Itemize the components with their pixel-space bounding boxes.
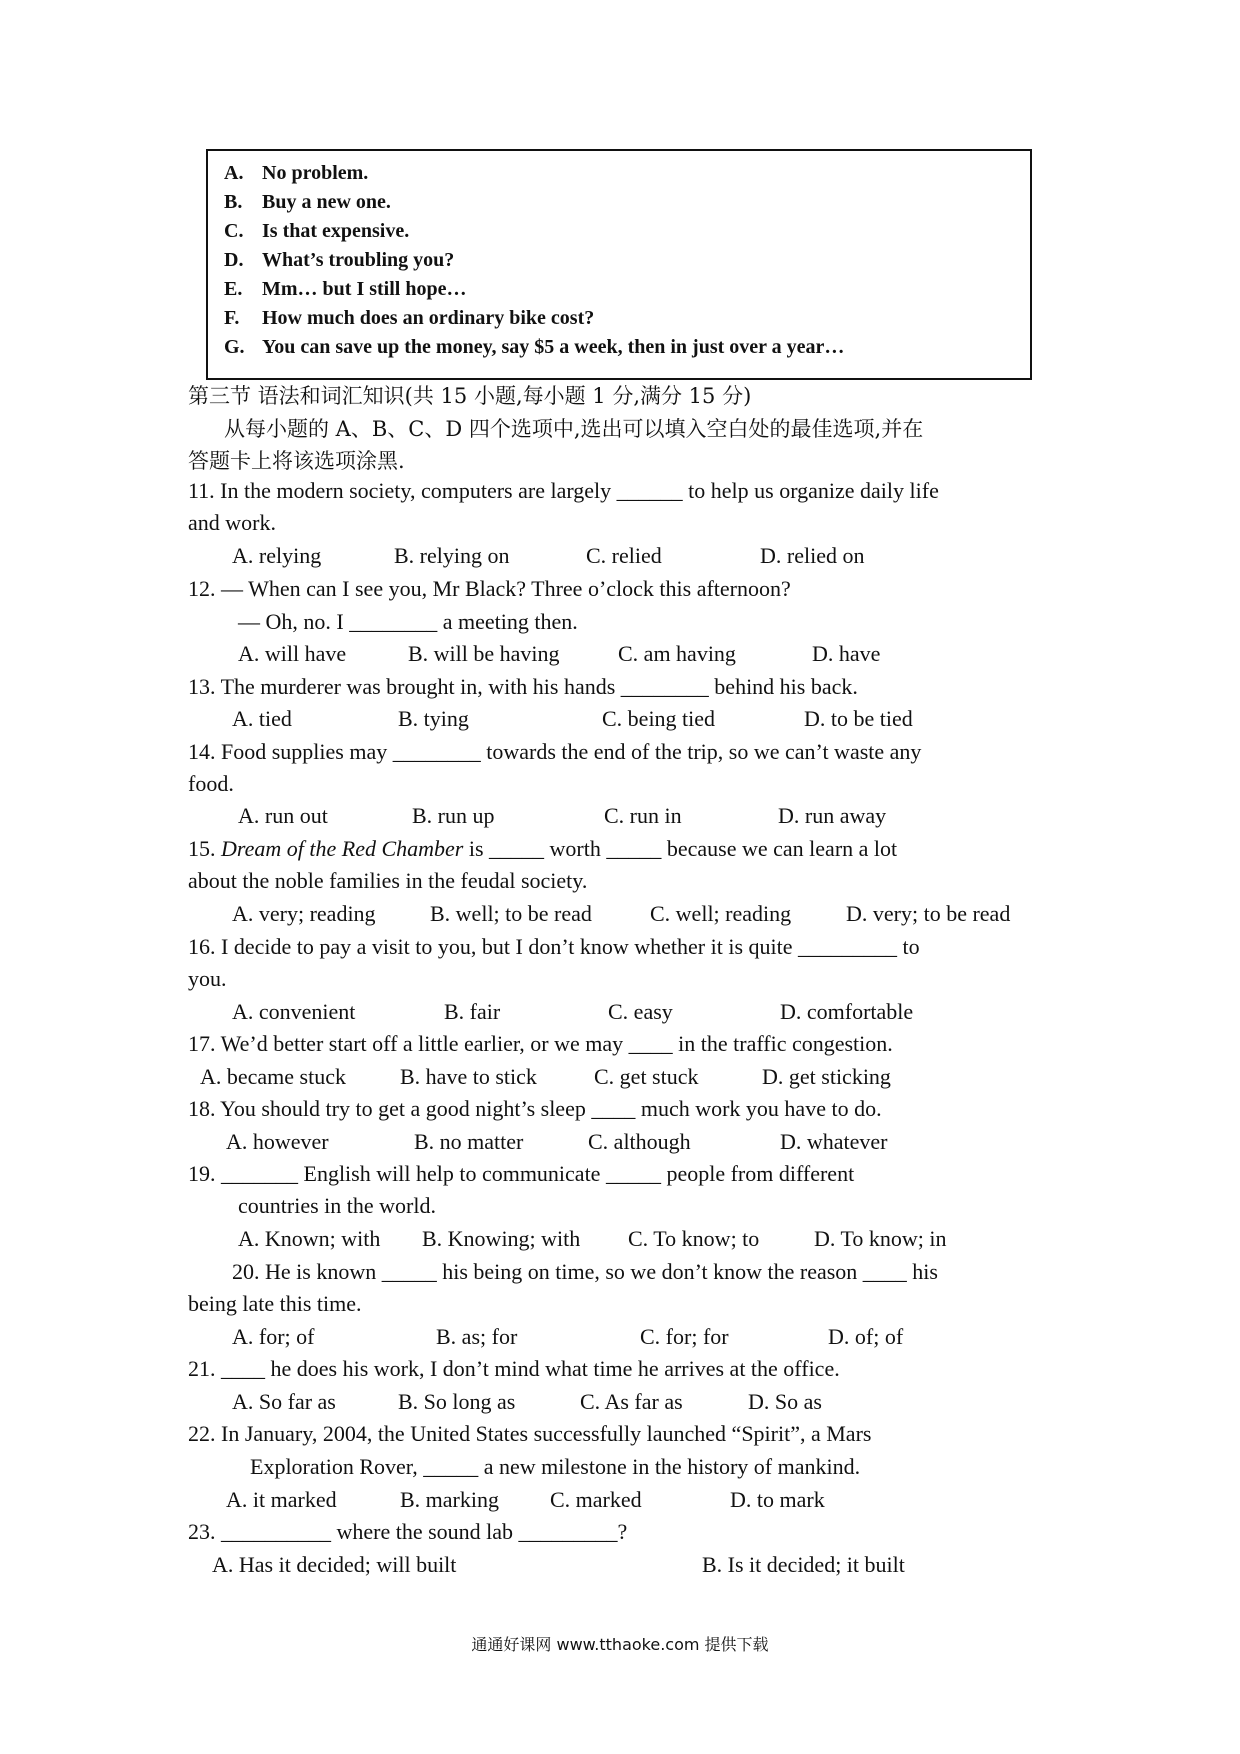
question-15-number: 15. (188, 836, 221, 861)
question-17-choice-c: C. get stuck (594, 1064, 699, 1089)
box-option (224, 220, 409, 243)
question-17-stem: 17. We’d better start off a little earlier, or we may ____ in the traffic congestion. (188, 1031, 893, 1056)
question-22-choice-b: B. marking (400, 1487, 499, 1512)
section-heading: 第三节 语法和词汇知识(共 15 小题,每小题 1 分,满分 15 分) (188, 384, 752, 408)
box-option (224, 307, 594, 330)
question-14-stem: food. (188, 771, 234, 796)
question-22-choice-a: A. it marked (226, 1487, 337, 1512)
question-15-stem-rest: is _____ worth _____ because we can learn a lot (463, 836, 898, 861)
option-text: Is that expensive. (262, 220, 410, 242)
question-19-choice-d: D. To know; in (814, 1226, 947, 1251)
question-13-choice-b: B. tying (398, 706, 469, 731)
question-22-stem: 22. In January, 2004, the United States successfully launched “Spirit”, a Mars (188, 1421, 872, 1446)
question-22-choice-d: D. to mark (730, 1487, 825, 1512)
question-22-choice-c: C. marked (550, 1487, 642, 1512)
question-13-stem: 13. The murderer was brought in, with his hands ________ behind his back. (188, 674, 858, 699)
question-12-stem: 12. — When can I see you, Mr Black? Three o’clock this afternoon? (188, 576, 791, 601)
question-12-choice-b: B. will be having (408, 641, 560, 666)
option-letter: E. (224, 278, 243, 300)
question-20-choice-b: B. as; for (436, 1324, 518, 1349)
question-13-choice-a: A. tied (232, 706, 292, 731)
option-letter: D. (224, 249, 244, 271)
question-14-stem: 14. Food supplies may ________ towards the end of the trip, so we can’t waste any (188, 739, 922, 764)
question-12-stem: — Oh, no. I ________ a meeting then. (238, 609, 578, 634)
question-20-stem: being late this time. (188, 1291, 362, 1316)
question-18-choice-b: B. no matter (414, 1129, 524, 1154)
question-11-choice-d: D. relied on (760, 543, 865, 568)
question-14-choice-b: B. run up (412, 803, 495, 828)
question-18-choice-a: A. however (226, 1129, 329, 1154)
question-21-stem: 21. ____ he does his work, I don’t mind what time he arrives at the office. (188, 1356, 840, 1381)
box-option (224, 278, 466, 301)
question-21-choice-c: C. As far as (580, 1389, 683, 1414)
box-option (224, 249, 454, 272)
box-option (224, 336, 844, 359)
question-13-choice-d: D. to be tied (804, 706, 913, 731)
question-19-choice-c: C. To know; to (628, 1226, 760, 1251)
question-23-choice-a: A. Has it decided; will built (212, 1552, 457, 1577)
question-11-choice-a: A. relying (232, 543, 322, 568)
question-14-choice-a: A. run out (238, 803, 328, 828)
question-20-choice-d: D. of; of (828, 1324, 904, 1349)
option-text: Buy a new one. (262, 191, 391, 213)
question-15-choice-a: A. very; reading (232, 901, 376, 926)
question-15-stem: about the noble families in the feudal society. (188, 868, 588, 893)
question-12-choice-a: A. will have (238, 641, 347, 666)
box-option (224, 162, 368, 185)
question-11-stem: and work. (188, 510, 276, 535)
option-letter: A. (224, 162, 244, 184)
question-23-stem: 23. __________ where the sound lab _________? (188, 1519, 628, 1544)
question-12-choice-d: D. have (812, 641, 881, 666)
option-text: You can save up the money, say $5 a week, then in just over a year… (262, 336, 845, 358)
question-16-choice-b: B. fair (444, 999, 501, 1024)
question-18-stem: 18. You should try to get a good night’s sleep ____ much work you have to do. (188, 1096, 882, 1121)
option-text: No problem. (262, 162, 369, 184)
question-20-choice-c: C. for; for (640, 1324, 729, 1349)
option-letter: B. (224, 191, 243, 213)
question-21-choice-a: A. So far as (232, 1389, 336, 1414)
question-16-stem: you. (188, 966, 227, 991)
question-19-choice-a: A. Known; with (238, 1226, 381, 1251)
question-23-choice-b: B. Is it decided; it built (702, 1552, 905, 1577)
question-19-stem: countries in the world. (238, 1193, 436, 1218)
question-18-choice-c: C. although (588, 1129, 691, 1154)
question-15-stem (188, 836, 897, 862)
question-19-choice-b: B. Knowing; with (422, 1226, 581, 1251)
option-text: What’s troubling you? (262, 249, 455, 271)
section-instruction: 答题卡上将该选项涂黑. (188, 449, 405, 473)
section-instruction: 从每小题的 A、B、C、D 四个选项中,选出可以填入空白处的最佳选项,并在 (224, 417, 924, 441)
box-option (224, 191, 391, 214)
question-22-stem: Exploration Rover, _____ a new milestone in the history of mankind. (250, 1454, 861, 1479)
question-12-choice-c: C. am having (618, 641, 736, 666)
page-footer: 通通好课网 www.tthaoke.com 提供下载 (471, 1635, 769, 1654)
question-18-choice-d: D. whatever (780, 1129, 888, 1154)
option-text: How much does an ordinary bike cost? (262, 307, 595, 329)
question-13-choice-c: C. being tied (602, 706, 716, 731)
question-16-choice-d: D. comfortable (780, 999, 914, 1024)
option-letter: C. (224, 220, 244, 242)
question-11-stem: 11. In the modern society, computers are largely ______ to help us organize daily life (188, 478, 939, 503)
question-20-stem: 20. He is known _____ his being on time, so we don’t know the reason ____ his (232, 1259, 938, 1284)
question-16-choice-c: C. easy (608, 999, 673, 1024)
question-17-choice-b: B. have to stick (400, 1064, 537, 1089)
question-14-choice-c: C. run in (604, 803, 682, 828)
question-21-choice-b: B. So long as (398, 1389, 516, 1414)
question-16-stem: 16. I decide to pay a visit to you, but I don’t know whether it is quite _________ to (188, 934, 920, 959)
question-11-choice-b: B. relying on (394, 543, 510, 568)
question-16-choice-a: A. convenient (232, 999, 356, 1024)
question-17-choice-a: A. became stuck (200, 1064, 346, 1089)
option-letter: F. (224, 307, 240, 329)
book-title: Dream of the Red Chamber (221, 836, 464, 861)
question-15-choice-c: C. well; reading (650, 901, 792, 926)
question-11-choice-c: C. relied (586, 543, 662, 568)
question-15-choice-d: D. very; to be read (846, 901, 1011, 926)
question-14-choice-d: D. run away (778, 803, 887, 828)
question-17-choice-d: D. get sticking (762, 1064, 891, 1089)
question-20-choice-a: A. for; of (232, 1324, 315, 1349)
question-15-choice-b: B. well; to be read (430, 901, 592, 926)
question-21-choice-d: D. So as (748, 1389, 822, 1414)
option-letter: G. (224, 336, 245, 358)
option-text: Mm… but I still hope… (262, 278, 467, 300)
question-19-stem: 19. _______ English will help to communicate _____ people from different (188, 1161, 855, 1186)
